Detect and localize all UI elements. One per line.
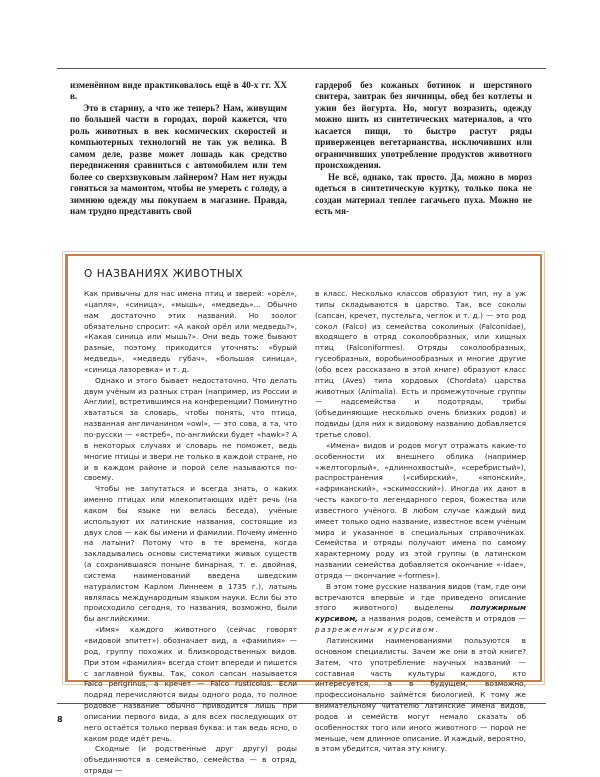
main-text-column-right — [315, 80, 532, 217]
paragraph: «Имя» каждого животного (сейчас говорят «видовой эпитет») обозначает вид, а «фамилия» — род, группу похожих и близкородственных видов. При этом «фамилия» всегда стоит впереди и пишется с заглавной буквы. Так, сокол сапсан называется Falco perigrinus, а кречет — Falco rusticolus. Если подряд перечисляются виды одного рода, то полное родовое название обычно приводится лишь при описании первого вида, а для всех последующих от него остаётся только первая буква: и так ведь ясно, о каком роде идёт речь. — [84, 625, 297, 743]
paragraph: «Имена» видов и родов могут отражать какие-то особенности их внешнего облика (например «желтогорлый», «длиннохвостый», «серебристый»), распространения («сибирский», «японский», «африканский», «эскимосский»). Иногда их дают в честь какого-то легендарного героя, божества или известного учёного. В любом случае каждый вид имеет только одно название, известное всем учёным мира и указанное в специальных справочниках. Семейства и отряды получают имена по самому характерному роду из этой группы (в латинском названии семейства добавляется окончание «-idae», отряда — окончание «-formes»). — [314, 440, 526, 580]
sidebar-box-inner — [65, 254, 542, 776]
sidebar-box-title: О НАЗВАНИЯХ ЖИВОТНЫХ — [84, 268, 244, 280]
sidebar-box — [62, 251, 545, 776]
paragraph: Сходные (и родственные друг другу) роды объединяются в семейство, семейства — в отряд, отряды — — [84, 744, 297, 776]
paragraph: Как привычны для нас имена птиц и зверей: «орёл», «цапля», «синица», «мышь», «медведь»... Обычно нам достаточно этих названий. Но зоолог обязательно спросит: «А какой орёл или медведь?», «Какая синица или мышь?». Они ведь тоже бывают разные, поэтому приходится уточнять: «бурый медведь», «медведь губач», «большая синица», «синица лазоревка» и т. д. — [84, 289, 297, 374]
paragraph: гардероб без кожаных ботинок и шерстяного свитера, завтрак без яичницы, обед без котлеты и ужин без йогурта. Но, могут возразить, одежду можно шить из синтетических материалов, а что касается пищи, то быстро растут ряды приверженцев вегетарианства, исключивших или ограничивших употребление продуктов животного происхождения. — [315, 80, 532, 171]
paragraph: изменённом виде практиковалось ещё в 40-х гг. XX в. — [70, 80, 287, 102]
emphasis-tail: . — [435, 625, 438, 635]
paragraph: Чтобы не запутаться и всегда знать, о каких именно птицах или млекопитающих идёт речь (на каком бы языке ни велась беседа), учёные используют их латинские названия, состоящие из двух слов — как бы имени и фамилии. Почему именно на латыни? Потому что в те времена, когда закладывались основы систематики живых существ (а сохранившаяся поныне бинарная, т. е. двойная, система наименований введена шведским натуралистом Карлом Линнеем в 1735 г.), латынь являлась международным языком науки. Если бы это происходило сегодня, то названия, возможно, были бы английскими. — [84, 484, 297, 624]
emphasis-middle: а названия родов, семейств и отрядов — — [358, 614, 526, 624]
main-text-column-left — [70, 80, 287, 217]
sidebar-box-columns — [84, 289, 526, 777]
main-text-columns — [70, 80, 532, 217]
emphasis-spaced-italic: разреженным курсивом — [314, 625, 436, 635]
paragraph: в класс. Несколько классов образуют тип, ну а уж типы складываются в царство. Так, все соколы (сапсан, кречет, пустельга, чеглок и т. д.) — это род сокол (Falco) из семейства соколиных (Falconidae), входящего в отряд соколообразных, или хищных птиц (Falconiformes). Отряды соколообразных, гусеобразных, воробьинообразных и многие другие (обо всех рассказано в этой книге) образуют класс птиц (Aves) типа хордовых (Chordata) царства животных (Animalia). Есть и промежуточные группы — надсемейства и подотряды, трибы (объединяющие несколько очень близких родов) и подвиды (для них к видовому названию добавляется третье слово). — [314, 289, 526, 439]
sidebar-column-left — [84, 289, 297, 777]
paragraph: Это в старину, а что же теперь? Нам, живущим по большей части в городах, порой кажется, что роль животных в век космических скоростей и компьютерных технологий не так уж велика. В самом деле, разве может лошадь как средство передвижения сравниться с автомобилем или тем более со сверхзвуковым лайнером? Нам нет нужды гоняться за мамонтом, чтобы не умереть с голоду, а зимнюю одежду мы покупаем в магазине. Правда, нам трудно представить свой — [70, 102, 287, 216]
paragraph: Не всё, однако, так просто. Да, можно в мороз одеться в синтетическую куртку, только пока не создан материал теплее гагачьего пуха. Можно не есть мя- — [315, 171, 532, 216]
paragraph: Однако и этого бывает недостаточно. Что делать двум учёным из разных стран (например, из России и Англии), встретившимся на конференции? Поминутно хвататься за словарь, чтобы понять, что птица, названная англичанином «owl», — это сова, а та, что по-русски — «ястреб», по-английски будет «hawk»? А в некоторых случаях и словарь не поможет, ведь многие птицы и звери не только в каждой стране, но и в каждом районе и порой селе называются по-своему. — [84, 375, 297, 483]
page-number: 8 — [57, 714, 63, 724]
paragraph: Латинскими наименованиями пользуются в основном специалисты. Зачем же они в этой книге? Затем, что употребление научных названий — составная часть культуры каждого, кто интересуется, а в будущем, возможно, профессионально займётся биологией. К тому же внимательному читателю латинские имена видов, родов и семейств могут немало сказать об особенностях того или иного животного — порой не меньше, чем длинное описание. И каждый, вероятно, в этом убедится, читая эту книгу. — [314, 636, 526, 754]
emphasis-lead: В этом томе русские названия видов (там, где они встречаются впервые и где приведено описание этого животного) выделены — [314, 581, 526, 613]
emphasis-bold-italic: полужирным курсивом, — [314, 603, 526, 624]
sidebar-column-right — [315, 289, 526, 777]
paragraph-emphasis — [315, 582, 526, 636]
